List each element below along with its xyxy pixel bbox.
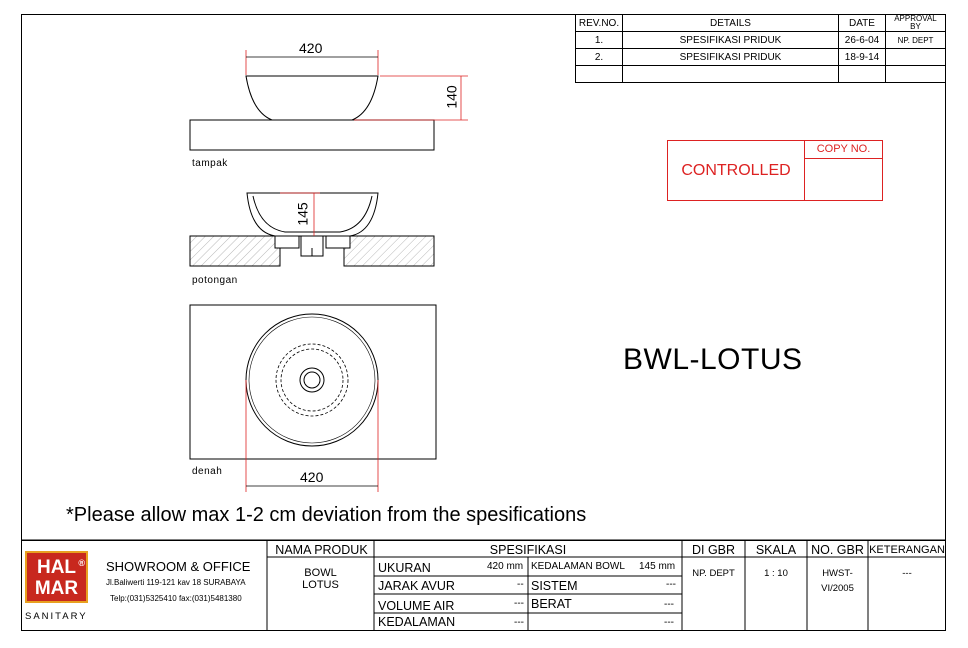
rev-date: 26-6-04 <box>839 32 886 49</box>
controlled-stamp <box>667 140 883 201</box>
details-header: DETAILS <box>623 15 839 32</box>
table-row <box>576 32 946 49</box>
rev-details <box>623 66 839 83</box>
rev-no <box>576 66 623 83</box>
plan-width-dimension: 420 <box>300 469 324 485</box>
halmar-logo <box>25 551 88 603</box>
rev-approval <box>886 49 946 66</box>
no-gbr-line1: HWST- <box>822 568 853 579</box>
berat-value: --- <box>664 599 674 610</box>
product-title: BWL-LOTUS <box>623 343 803 376</box>
registered-mark: ® <box>78 558 85 568</box>
date-header: DATE <box>839 15 886 32</box>
rev-details: SPESIFIKASI PRIDUK <box>623 49 839 66</box>
section-depth-dimension: 145 <box>294 202 311 226</box>
spesifikasi-label: SPESIFIKASI <box>489 543 567 557</box>
front-view <box>190 50 468 150</box>
table-row <box>576 66 946 83</box>
kedalaman-bowl-value: 145 mm <box>639 561 676 572</box>
rev-approval: NP. DEPT <box>886 32 946 49</box>
title-block <box>21 540 946 632</box>
rev-approval <box>886 66 946 83</box>
table-row <box>576 49 946 66</box>
approval-header: APPROVAL BY <box>886 15 946 32</box>
ukuran-label: UKURAN <box>378 561 431 575</box>
section-view-label: potongan <box>192 275 238 286</box>
keterangan-value: --- <box>902 568 912 579</box>
nama-produk-label: NAMA PRODUK <box>275 543 368 557</box>
kedalaman-value-2: --- <box>664 617 674 628</box>
keterangan-label: KETERANGAN <box>869 544 945 556</box>
skala-label: SKALA <box>755 543 797 557</box>
nama-produk-line1: BOWL <box>304 567 337 579</box>
revision-table <box>575 14 946 83</box>
no-gbr-line2: VI/2005 <box>821 583 854 594</box>
nama-produk-line2: LOTUS <box>302 579 339 591</box>
kedalaman-bowl-label: KEDALAMAN BOWL <box>531 561 625 572</box>
no-gbr-label: NO. GBR <box>811 543 864 557</box>
brand-subtitle: SANITARY <box>25 611 88 622</box>
sistem-value: --- <box>666 579 676 590</box>
sistem-label: SISTEM <box>531 579 578 593</box>
rev-date <box>839 66 886 83</box>
di-gbr-label: DI GBR <box>691 543 736 557</box>
volume-air-label: VOLUME AIR <box>378 599 455 613</box>
plan-view-label: denah <box>192 466 223 477</box>
jarak-avur-label: JARAK AVUR <box>378 579 455 593</box>
skala-value: 1 : 10 <box>764 568 788 579</box>
front-height-dimension: 140 <box>443 85 460 109</box>
front-width-dimension: 420 <box>299 40 323 56</box>
phone: Telp:(031)5325410 fax:(031)5481380 <box>110 594 242 603</box>
controlled-status: CONTROLLED <box>668 141 805 200</box>
rev-details: SPESIFIKASI PRIDUK <box>623 32 839 49</box>
rev-no-header: REV.NO. <box>576 15 623 32</box>
rev-no: 2. <box>576 49 623 66</box>
showroom-title: SHOWROOM & OFFICE <box>106 559 251 574</box>
kedalaman-label: KEDALAMAN <box>378 615 456 629</box>
copy-no-label: COPY NO. <box>805 141 882 159</box>
jarak-avur-value: -- <box>517 579 524 590</box>
logo-line2: MAR <box>34 578 79 599</box>
logo-line1: HAL <box>36 557 77 578</box>
di-gbr-value: NP. DEPT <box>692 568 735 579</box>
deviation-note: *Please allow max 1-2 cm deviation from the spesifications <box>66 504 587 526</box>
front-view-label: tampak <box>192 158 228 169</box>
revision-header-row <box>576 15 946 32</box>
volume-air-value: --- <box>514 598 524 609</box>
kedalaman-value: --- <box>514 617 524 628</box>
plan-view <box>190 305 436 492</box>
ukuran-value: 420 mm <box>487 561 524 572</box>
berat-label: BERAT <box>531 597 572 611</box>
address: Jl.Baliwerti 119-121 kav 18 SURABAYA <box>106 578 246 587</box>
section-view <box>190 193 434 266</box>
rev-no: 1. <box>576 32 623 49</box>
rev-date: 18-9-14 <box>839 49 886 66</box>
